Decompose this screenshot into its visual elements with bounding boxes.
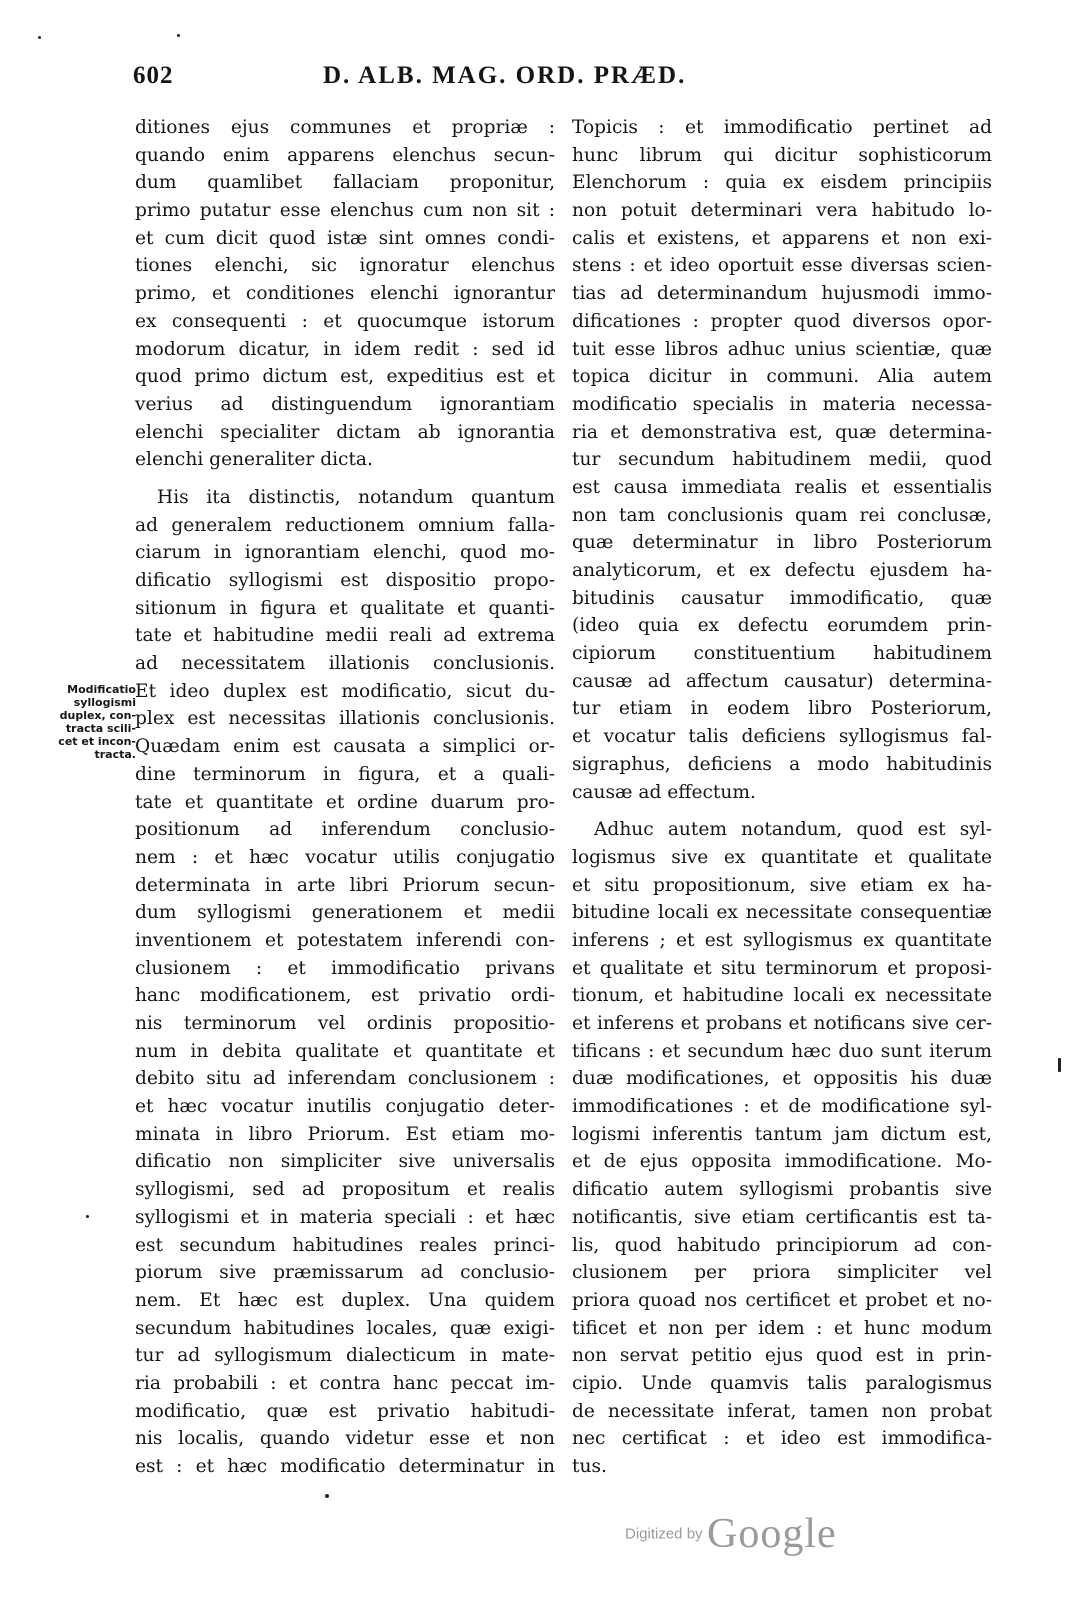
text-line: nem. Et hæc est duplex. Una quidem <box>135 1289 555 1311</box>
text-line: dificatio non simpliciter sive universalis <box>135 1151 555 1173</box>
text-line: analyticorum, et ex defectu ejusdem ha- <box>572 560 992 581</box>
scan-speck <box>86 1215 89 1218</box>
text-line: non potuit determinari vera habitudo lo- <box>572 200 992 222</box>
text-line: primo, et conditiones elenchi ignorantur <box>135 283 555 305</box>
text-line: inferens ; et est syllogismus ex quantitate <box>572 929 992 951</box>
text-line: quæ determinatur in libro Posteriorum <box>572 532 992 554</box>
text-line: tuit esse libros adhuc unius scientiæ, quæ <box>572 338 992 360</box>
text-line: secundum habitudines locales, quæ exigi- <box>135 1317 555 1339</box>
text-line: modificatio, quæ est privatio habitudi- <box>135 1400 555 1422</box>
text-line: quando enim apparens elenchus secun- <box>135 144 555 166</box>
paragraph-gap <box>572 806 992 816</box>
text-line: de necessitate inferat, tamen non probat <box>572 1400 992 1422</box>
margin-note-line: tracta. <box>94 748 136 761</box>
text-line: Topicis : et immodificatio pertinet ad <box>572 117 992 138</box>
margin-note-line: syllogismi <box>73 696 136 709</box>
text-line: est causa immediata realis et essentialis <box>572 476 992 498</box>
google-logo: Google <box>707 1511 837 1557</box>
text-line: syllogismi, sed ad propositum et realis <box>135 1179 555 1201</box>
margin-note-line: Modificatio <box>67 683 136 696</box>
text-line: est : et hæc modificatio determinatur in <box>135 1456 555 1477</box>
text-line: plex est necessitas illationis conclusionis. <box>135 708 555 730</box>
text-line: ad necessitatem illationis conclusionis. <box>135 653 555 675</box>
text-line: dificationes : propter quod diversos opor- <box>572 310 992 332</box>
text-line: tur secundum habitudinem medii, quod <box>572 449 992 471</box>
text-line: ad generalem reductionem omnium falla- <box>135 514 555 536</box>
text-line: Adhuc autem notandum, quod est syl- <box>594 819 992 841</box>
text-line: modificatio specialis in materia necessa- <box>572 393 992 415</box>
text-line: est secundum habitudines reales princi- <box>135 1234 555 1256</box>
text-line: nem : et hæc vocatur utilis conjugatio <box>135 846 555 868</box>
text-line: et de ejus opposita immodificatione. Mo- <box>572 1151 992 1173</box>
text-line: calis et existens, et apparens et non exi- <box>572 227 992 249</box>
digitized-watermark <box>625 1510 837 1570</box>
text-line: ex consequenti : et quocumque istorum <box>135 310 555 332</box>
text-line: dificatio syllogismi est dispositio propo- <box>135 570 555 591</box>
text-line: priora quoad nos certificet et probet et no- <box>572 1289 992 1311</box>
text-line: causæ ad effectum. <box>572 781 756 803</box>
text-line: dum quamlibet fallaciam proponitur, <box>135 172 555 194</box>
margin-note-line: cet et incon- <box>58 735 136 748</box>
text-line: num in debita qualitate et quantitate et <box>135 1040 555 1062</box>
text-line: tate et quantitate et ordine duarum pro- <box>135 791 555 813</box>
text-line: topica dicitur in communi. Alia autem <box>572 366 992 388</box>
margin-note-line: duplex, con- <box>59 709 136 722</box>
text-line: ria probabili : et contra hanc peccat im- <box>135 1372 555 1394</box>
left-text-column <box>135 114 555 1481</box>
text-line: ditiones ejus communes et propriæ : <box>135 117 555 138</box>
text-line: tur etiam in eodem libro Posteriorum, <box>572 698 992 720</box>
text-line: et situ propositionum, sive etiam ex ha- <box>572 874 992 896</box>
text-line: Elenchorum : quia ex eisdem principiis <box>572 172 992 194</box>
running-head: D. ALB. MAG. ORD. PRÆD. <box>323 62 687 89</box>
text-line: tus. <box>572 1456 607 1477</box>
text-line: determinata in arte libri Priorum secun- <box>135 874 555 896</box>
text-line: non servat petitio ejus quod est in prin- <box>572 1345 992 1367</box>
text-line: ciarum in ignorantiam elenchi, quod mo- <box>135 542 555 564</box>
text-line: et vocatur talis deficiens syllogismus fal- <box>572 726 992 748</box>
paragraph-gap <box>135 474 555 484</box>
text-line: His ita distinctis, notandum quantum <box>157 486 555 508</box>
text-line: ria et demonstrativa est, quæ determina- <box>572 421 992 443</box>
text-line: bitudinis causatur immodificatio, quæ <box>572 587 992 609</box>
text-line: clusionem per priora simpliciter vel <box>572 1262 992 1284</box>
text-line: non tam conclusionis quam rei conclusæ, <box>572 504 992 526</box>
text-line: et qualitate et situ terminorum et proposi- <box>572 957 992 979</box>
text-line: Quædam enim est causata a simplici or- <box>135 736 555 758</box>
text-line: et cum dicit quod istæ sint omnes condi- <box>135 227 555 249</box>
scan-speck <box>325 1494 329 1498</box>
text-line: hunc librum qui dicitur sophisticorum <box>572 144 992 166</box>
text-line: hanc modificationem, est privatio ordi- <box>135 985 555 1007</box>
page-number: 602 <box>133 62 174 89</box>
text-line: piorum sive præmissarum ad conclusio- <box>135 1262 555 1284</box>
text-line: modorum dicatur, in idem redit : sed id <box>135 338 555 360</box>
text-line: tiones elenchi, sic ignoratur elenchus <box>135 255 555 277</box>
text-line: logismi inferentis tantum jam dictum est, <box>572 1123 992 1145</box>
text-line: tur ad syllogismum dialecticum in mate- <box>135 1345 555 1367</box>
text-line: tionum, et habitudine locali ex necessitate <box>572 985 992 1007</box>
text-line: primo putatur esse elenchus cum non sit : <box>135 200 555 222</box>
text-line: verius ad distinguendum ignorantiam <box>135 393 555 415</box>
text-line: duæ modificationes, et oppositis his duæ <box>572 1068 992 1090</box>
text-line: elenchi specialiter dictam ab ignorantia <box>135 421 555 443</box>
text-line: quod primo dictum est, expeditius est et <box>135 366 555 388</box>
text-line: elenchi generaliter dicta. <box>135 449 373 471</box>
text-line: (ideo quia ex defectu eorumdem prin- <box>572 615 992 637</box>
text-line: sitionum in figura et qualitate et quanti- <box>135 597 555 619</box>
scan-speck <box>1058 1058 1061 1072</box>
text-line: dine terminorum in figura, et a quali- <box>135 763 555 785</box>
text-line: dificatio autem syllogismi probantis sive <box>572 1179 992 1201</box>
text-line: debito situ ad inferendam conclusionem : <box>135 1068 555 1090</box>
text-line: immodificationes : et de modificatione syl- <box>572 1096 992 1118</box>
margin-note-line: tracta scili- <box>65 722 136 735</box>
text-line: bitudine locali ex necessitate consequentiæ <box>572 902 992 924</box>
margin-note <box>30 683 136 761</box>
text-line: lis, quod habitudo principiorum ad con- <box>572 1234 992 1256</box>
text-line: sigraphus, deficiens a modo habitudinis <box>572 753 992 775</box>
text-line: causæ ad affectum causatur) determina- <box>572 670 992 692</box>
text-line: logismus sive ex quantitate et qualitate <box>572 846 992 868</box>
text-line: et hæc vocatur inutilis conjugatio deter- <box>135 1096 555 1118</box>
text-line: nis localis, quando videtur esse et non <box>135 1428 555 1450</box>
text-line: syllogismi et in materia speciali : et hæc <box>135 1206 555 1228</box>
text-line: nec certificat : et ideo est immodifica- <box>572 1428 992 1450</box>
text-line: clusionem : et immodificatio privans <box>135 957 555 979</box>
page-header <box>133 62 977 102</box>
right-text-column <box>572 114 992 1481</box>
text-line: Et ideo duplex est modificatio, sicut du- <box>135 680 555 702</box>
text-line: minata in libro Priorum. Est etiam mo- <box>135 1123 555 1145</box>
text-line: cipiorum constituentium habitudinem <box>572 643 992 665</box>
text-line: tificet et non per idem : et hunc modum <box>572 1317 992 1339</box>
text-line: tificans : et secundum hæc duo sunt iterum <box>572 1040 992 1062</box>
scan-speck <box>38 36 41 39</box>
text-line: cipio. Unde quamvis talis paralogismus <box>572 1372 992 1394</box>
text-line: notificantis, sive etiam certificantis est ta- <box>572 1206 992 1228</box>
text-line: nis terminorum vel ordinis propositio- <box>135 1013 555 1034</box>
text-line: tate et habitudine medii reali ad extrema <box>135 625 555 647</box>
text-line: et inferens et probans et notificans sive cer- <box>572 1013 992 1034</box>
scan-speck <box>177 34 180 37</box>
text-line: positionum ad inferendum conclusio- <box>135 819 555 841</box>
text-line: dum syllogismi generationem et medii <box>135 902 555 924</box>
text-line: inventionem et potestatem inferendi con- <box>135 929 555 951</box>
watermark-prefix: Digitized by <box>625 1525 703 1543</box>
text-line: tias ad determinandum hujusmodi immo- <box>572 283 992 305</box>
text-line: stens : et ideo oportuit esse diversas scien- <box>572 255 992 277</box>
